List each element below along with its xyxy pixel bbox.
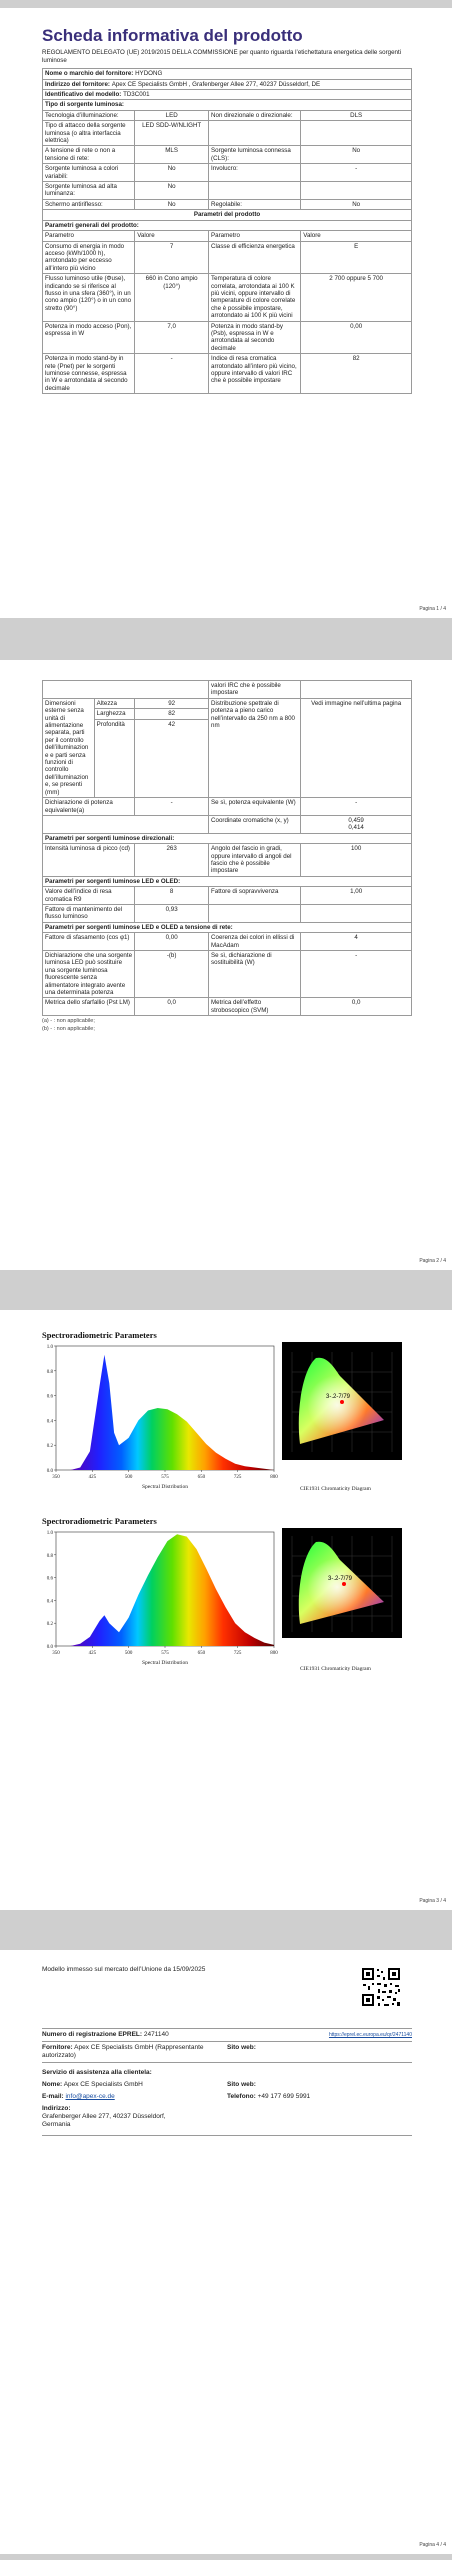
supplier-name-label: Nome o marchio del fornitore: (45, 70, 134, 78)
addr-line-1: Grafenberger Allee 277, 40237 Düsseldorf, (42, 2113, 166, 2120)
dir-heading: Parametri per sorgenti luminose direzionali: (43, 833, 412, 843)
model-id: TD3C001 (123, 91, 150, 98)
height-value: 92 (135, 698, 209, 709)
pf-value: 0,00 (135, 933, 209, 951)
cie-plot-2 (282, 1528, 402, 1638)
beam-label: Angolo del fascio in gradi, oppure intervallo di angoli del fascio che è possibile impostare (209, 844, 301, 877)
y-tick-label: 0.4 (46, 1419, 53, 1425)
site2-label: Sito web: (227, 2081, 256, 2088)
chrom-label: Coordinate cromatiche (x, y) (209, 815, 301, 833)
depth-label: Profondità (94, 720, 135, 798)
page-2 (0, 660, 452, 1270)
eprel-label: Numero di registrazione EPREL: (42, 2031, 143, 2038)
strobo-label: Metrica dell’effetto stroboscopico (SVM) (209, 998, 301, 1016)
cie-caption-2: CIE1931 Chromaticity Diagram (300, 1666, 371, 1672)
cri-range-cont: valori IRC che è possibile impostare (209, 681, 301, 699)
peak-value: 263 (135, 844, 209, 877)
survival-value: 1,00 (301, 887, 412, 905)
flicker-value: 0,0 (135, 998, 209, 1016)
cct-value: 2 700 oppure 5 700 (301, 274, 412, 321)
replace-value: -(b) (135, 951, 209, 998)
lumen-maint-label: Fattore di mantenimento del flusso luminoso (43, 904, 135, 922)
energy-class-label: Classe di efficienza energetica (209, 241, 301, 274)
name-label: Nome: (42, 2081, 63, 2088)
y-tick-label: 0.4 (46, 1599, 53, 1605)
site-label: Sito web: (227, 2044, 256, 2051)
antiglare-label: Schermo antiriflesso: (43, 199, 135, 209)
energy-class-value: E (301, 241, 412, 274)
service-heading: Servizio di assistenza alla clientela: (42, 2069, 152, 2076)
cie-caption-1: CIE1931 Chromaticity Diagram (300, 1486, 371, 1492)
energy-on-label: Consumo di energia in modo acceso (kWh/1000 h), arrotondato per eccesso all’intero più vicino (43, 241, 135, 274)
x-tick-label: 425 (88, 1651, 97, 1656)
equiv-power-label: Se sì, potenza equivalente (W) (209, 798, 301, 816)
equiv-label: Dichiarazione di potenza equivalente(a) (43, 798, 135, 816)
source-type-label: Tipo di sorgente luminosa: (43, 100, 412, 110)
addr-line-2: Germania (42, 2121, 71, 2128)
page-3 (0, 1310, 452, 1910)
col-value-2: Valore (301, 231, 412, 241)
product-table-top (42, 68, 412, 394)
qr-code-icon[interactable] (360, 1966, 402, 2008)
x-axis-label: Spectral Distribution (142, 1484, 188, 1490)
x-tick-label: 425 (88, 1475, 97, 1480)
phone-number: +49 177 699 5991 (257, 2093, 311, 2100)
strobo-value: 0,0 (301, 998, 412, 1016)
general-params-heading: Parametri del prodotto (43, 210, 412, 220)
spectrum-area (71, 1355, 275, 1470)
equiv-value: - (135, 798, 209, 816)
y-tick-label: 0.2 (46, 1444, 53, 1450)
service-name: Apex CE Specialists GmbH (63, 2081, 143, 2088)
r9-value: 8 (135, 887, 209, 905)
mains-led-heading: Parametri per sorgenti luminose LED e OLED a tensione di rete: (43, 922, 412, 932)
envelope-label: Involucro: (209, 164, 301, 182)
regulation-text: REGOLAMENTO DELEGATO (UE) 2019/2015 DELLA COMMISSIONE per quanto riguarda l’etichettatura energetica delle sorgenti luminose (42, 49, 402, 64)
nondirectional-value: DLS (301, 110, 412, 120)
cri-value: 82 (301, 354, 412, 394)
colour-tunable-value: No (135, 164, 209, 182)
y-tick-label: 0.6 (46, 1576, 53, 1582)
high-lum-value: No (135, 182, 209, 200)
p4-supplier: Apex CE Specialists GmbH (Rappresentante autorizzato) (42, 2044, 204, 2059)
x-tick-label: 575 (161, 1475, 169, 1480)
cri-label: Indice di resa cromatica arrotondato all’intero più vicino, oppure intervallo di valori IRC che è possibile impostare (209, 354, 301, 394)
phone-label: Telefono: (227, 2093, 256, 2100)
connected-value: No (301, 146, 412, 164)
power-on-value: 7,0 (135, 321, 209, 354)
x-tick-label: 500 (124, 1475, 133, 1480)
dim-label: Dimensioni esterne senza unità di alimentazione separata, parti per il controllo dell’illuminazione e parti senza funzioni di controllo dell’illuminazione, se presenti (mm) (43, 698, 95, 797)
flicker-label: Metrica dello sfarfallio (Pst LM) (43, 998, 135, 1016)
intro-cell (42, 1964, 227, 2029)
x-tick-label: 350 (52, 1475, 60, 1480)
y-tick-label: 0.8 (46, 1553, 53, 1559)
antiglare-value: No (135, 199, 209, 209)
replace-label: Dichiarazione che una sorgente luminosa LED può sostituire una sorgente luminosa fluorescente senza alimentatore integrato avente una determinata potenza (43, 951, 135, 998)
width-value: 82 (135, 709, 209, 720)
model-label: Identificativo del modello: (45, 91, 122, 98)
x-tick-label: 575 (161, 1651, 169, 1656)
supplier-info-table (42, 1964, 412, 2136)
dimmable-label: Regolabile: (209, 199, 301, 209)
survival-label: Fattore di sopravvivenza (209, 887, 301, 905)
macadam-label: Coerenza dei colori in ellissi di MacAdam (209, 933, 301, 951)
page-1 (0, 8, 452, 618)
mains-value: MLS (135, 146, 209, 164)
footnote-b: (b) - : non applicabile; (42, 1026, 95, 1033)
x-tick-label: 500 (124, 1651, 133, 1656)
y-tick-label: 0.6 (46, 1394, 53, 1400)
addr-label: Indirizzo: (42, 2105, 71, 2112)
peak-label: Intensità luminosa di picco (cd) (43, 844, 135, 877)
net-standby-label: Potenza in modo stand-by in rete (Pnet) per le sorgenti luminose connesse, espressa in W e arrotondata al secondo decimale (43, 354, 135, 394)
replace-power-value: - (301, 951, 412, 998)
depth-value: 42 (135, 720, 209, 798)
supplier-address: Apex CE Specialists GmbH , Grafenberger Allee 277, 40237 Düsseldorf, DE (111, 80, 321, 88)
cie-point-label-1: 3-.2-7/79 (326, 1394, 351, 1400)
market-date-text: Modello immesso sul mercato dell’Unione da 15/09/2025 (42, 1966, 206, 1973)
x-tick-label: 725 (233, 1651, 242, 1656)
y-tick-label: 0.0 (46, 1469, 53, 1474)
page-number-2: Pagina 2 / 4 (419, 1258, 446, 1264)
supplier-address-label: Indirizzo del fornitore: (45, 80, 110, 88)
tech-value: LED (135, 110, 209, 120)
x-tick-label: 650 (197, 1475, 206, 1480)
email-label: E-mail: (42, 2093, 64, 2100)
led-heading: Parametri per sorgenti luminose LED e OLED: (43, 876, 412, 886)
spd-value: Vedi immagine nell’ultima pagina (301, 698, 412, 797)
col-param-2: Parametro (209, 231, 301, 241)
footnote-a: (a) - : non applicabile; (42, 1018, 95, 1025)
qr-cell (227, 1964, 412, 2029)
cie-diagram-1 (282, 1342, 402, 1460)
chrom-y: 0,414 (348, 824, 364, 832)
beam-value: 100 (301, 844, 412, 877)
x-tick-label: 350 (52, 1651, 60, 1656)
supplier-name: HYDONG (135, 70, 163, 78)
p4-supplier-label: Fornitore: (42, 2044, 73, 2051)
x-axis-label: Spectral Distribution (142, 1660, 188, 1666)
y-tick-label: 0.8 (46, 1369, 53, 1375)
spd-label: Distribuzione spettrale di potenza a pieno carico nell’intervallo da 250 nm a 800 nm (209, 698, 301, 797)
nondirectional-label: Non direzionale o direzionale: (209, 110, 301, 120)
cct-label: Temperatura di colore correlata, arrotondata ai 100 K più vicini, oppure intervallo di temperature di colore correlate che è possibile impostare, arrotondato ai 100 K più vicini (209, 274, 301, 321)
eprel-number: 2471140 (143, 2031, 169, 2038)
x-tick-label: 800 (270, 1475, 278, 1480)
macadam-value: 4 (301, 933, 412, 951)
y-tick-label: 0.0 (46, 1645, 53, 1650)
cie-diagram-2 (282, 1528, 402, 1638)
page-4 (0, 1950, 452, 2554)
y-tick-label: 0.2 (46, 1622, 53, 1628)
width-label: Larghezza (94, 709, 135, 720)
replace-power-label: Se sì, dichiarazione di sostituibilità (W) (209, 951, 301, 998)
standby-label: Potenza in modo stand-by (Psb), espressa in W e arrotondata al secondo decimale (209, 321, 301, 354)
tech-label: Tecnologia d’illuminazione: (43, 110, 135, 120)
page-number-4: Pagina 4 / 4 (419, 2542, 446, 2548)
envelope-value: - (301, 164, 412, 182)
page-number-1: Pagina 1 / 4 (419, 606, 446, 612)
eprel-link[interactable]: https://eprel.ec.europa.eu/qr/2471140 (328, 2032, 412, 2038)
cie-plot-1 (282, 1342, 402, 1460)
x-tick-label: 650 (197, 1651, 206, 1656)
y-tick-label: 1.0 (46, 1531, 53, 1536)
email-link[interactable]: info@apex-ce.de (65, 2093, 115, 2100)
connected-label: Sorgente luminosa connessa (CLS): (209, 146, 301, 164)
sheet-title: Scheda informativa del prodotto (42, 26, 303, 45)
cap-value: LED SDD-W/NLIGHT (135, 121, 209, 146)
spectrum-block-1 (42, 1330, 157, 1340)
spectrum-area (71, 1534, 275, 1646)
spectrum-title-1: Spectroradiometric Parameters (42, 1330, 157, 1340)
net-standby-value: - (135, 354, 209, 394)
page-number-3: Pagina 3 / 4 (419, 1898, 446, 1904)
dimmable-value: No (301, 199, 412, 209)
lumen-maint-value: 0,93 (135, 904, 209, 922)
x-tick-label: 725 (233, 1475, 242, 1480)
pf-label: Fattore di sfasamento (cos φ1) (43, 933, 135, 951)
general-sub-heading: Parametri generali del prodotto: (43, 220, 412, 230)
spectrum-chart-2 (42, 1528, 278, 1668)
mains-label: A tensione di rete o non a tensione di rete: (43, 146, 135, 164)
cap-label: Tipo di attacco della sorgente luminosa (o altra interfaccia elettrica) (43, 121, 135, 146)
col-param-1: Parametro (43, 231, 135, 241)
product-table-bottom (42, 680, 412, 1016)
flux-value: 660 in Cono ampio (120°) (135, 274, 209, 321)
height-label: Altezza (94, 698, 135, 709)
cie-point-2 (342, 1582, 346, 1586)
high-lum-label: Sorgente luminosa ad alta luminanza: (43, 182, 135, 200)
spectrum-title-2: Spectroradiometric Parameters (42, 1516, 157, 1526)
equiv-power-value: - (301, 798, 412, 816)
spectrum-chart-1 (42, 1342, 278, 1492)
y-tick-label: 1.0 (46, 1345, 53, 1350)
flux-label: Flusso luminoso utile (Φuse), indicando se si riferisce al flusso in una sfera (360°), in un cono ampio (120°) o in un cono stretto (90°) (43, 274, 135, 321)
energy-on-value: 7 (135, 241, 209, 274)
standby-value: 0,00 (301, 321, 412, 354)
spectrum-block-2 (42, 1516, 157, 1526)
x-tick-label: 800 (270, 1651, 278, 1656)
r9-label: Valore dell’indice di resa cromatica R9 (43, 887, 135, 905)
cie-point-1 (340, 1400, 344, 1404)
cie-point-label-2: 3-.2-7/79 (328, 1576, 353, 1582)
chrom-x: 0,459 (348, 816, 364, 824)
power-on-label: Potenza in modo acceso (Pon), espressa in W (43, 321, 135, 354)
col-value-1: Valore (135, 231, 209, 241)
colour-tunable-label: Sorgente luminosa a colori variabili: (43, 164, 135, 182)
